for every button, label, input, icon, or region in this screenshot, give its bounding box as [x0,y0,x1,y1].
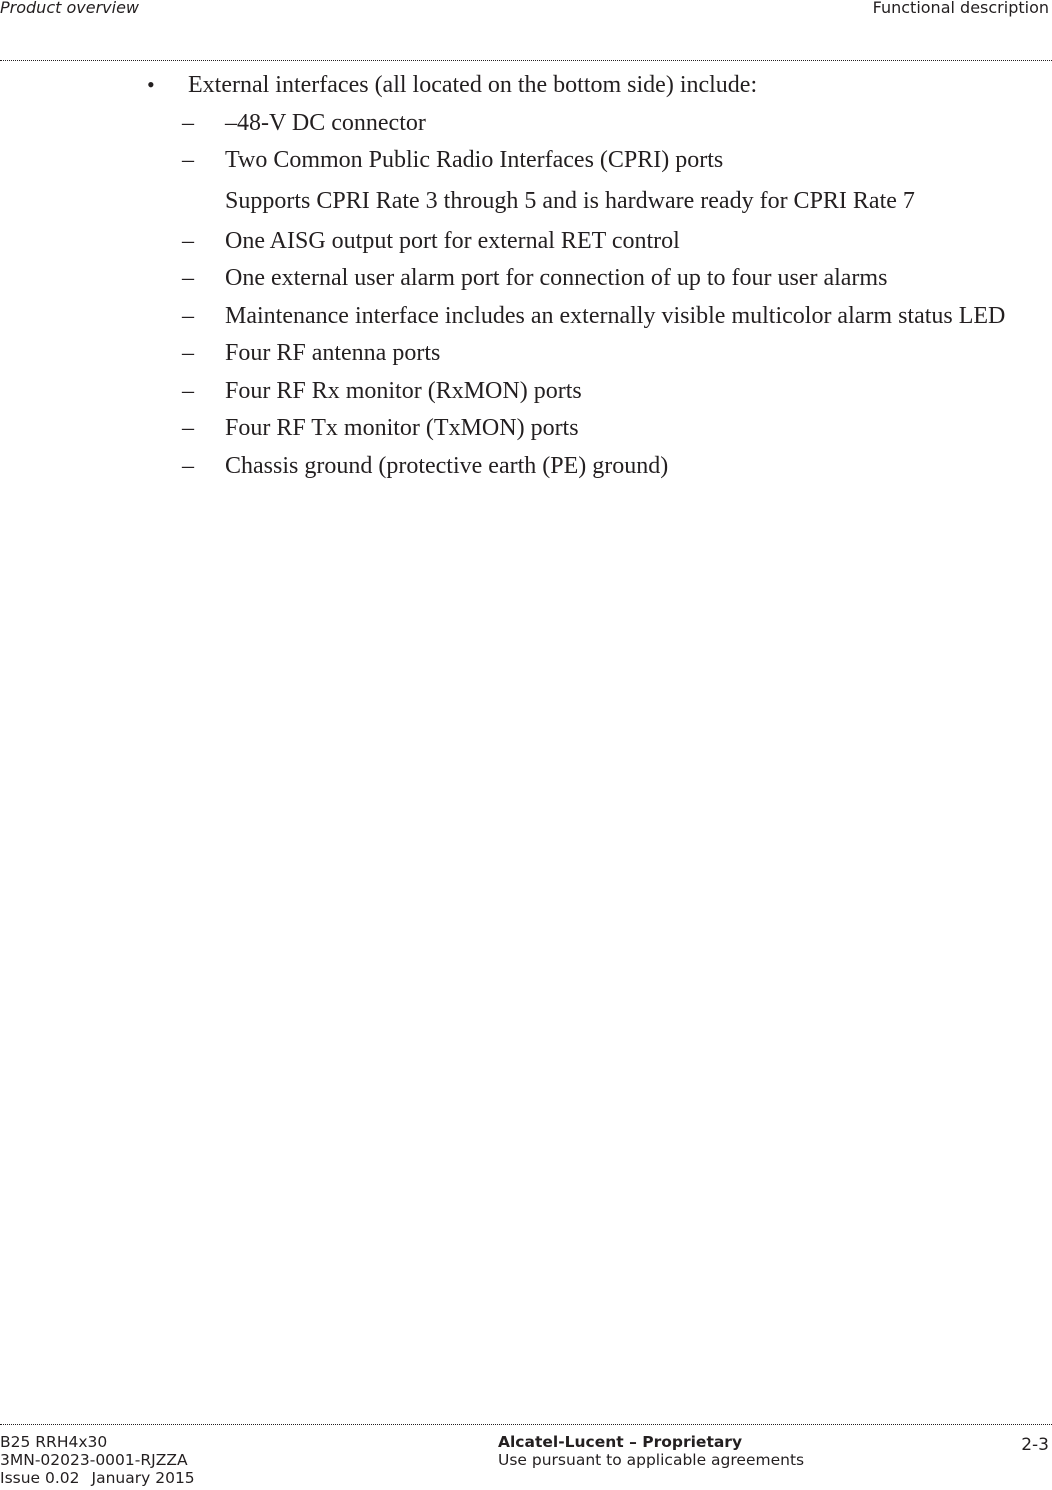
footer-page-number: 2-3 [1021,1435,1049,1455]
footer-proprietary: Alcatel-Lucent – Proprietary [498,1433,743,1451]
list-item-text: One external user alarm port for connection of up to four user alarms [225,265,888,291]
dash-marker: – [182,110,194,136]
list-item-text: Four RF Tx monitor (TxMON) ports [225,415,579,441]
dash-marker: – [182,265,194,291]
list-item-text: Chassis ground (protective earth (PE) ground) [225,453,669,479]
list-item-text: Four RF Rx monitor (RxMON) ports [225,378,582,404]
footer-document-info [0,1433,195,1487]
footer-date: January 2015 [91,1469,195,1487]
bullet-text: External interfaces (all located on the bottom side) include: [188,72,758,98]
dash-marker: – [182,228,194,254]
list-item-note-text: Supports CPRI Rate 3 through 5 and is hardware ready for CPRI Rate 7 [225,188,915,214]
list-item-text: One AISG output port for external RET control [225,228,680,254]
list-item-text: Maintenance interface includes an externally visible multicolor alarm status LED [225,303,1006,329]
footer-issue: Issue 0.02 [0,1469,80,1487]
list-item-text: Four RF antenna ports [225,340,441,366]
footer-divider [0,1424,1052,1425]
footer-usage: Use pursuant to applicable agreements [498,1451,805,1469]
header-divider [0,60,1052,61]
footer-proprietary-notice [498,1433,804,1469]
footer-doc-number: 3MN-02023-0001-RJZZA [0,1451,188,1469]
dash-marker: – [182,378,194,404]
list-item-text: –48-V DC connector [225,110,426,136]
bullet-marker: • [147,72,155,97]
list-item-text: Two Common Public Radio Interfaces (CPRI) ports [225,147,724,173]
header-chapter-title: Functional description [872,0,1049,17]
dash-marker: – [182,340,194,366]
dash-marker: – [182,415,194,441]
dash-marker: – [182,303,194,329]
footer-issue-line [0,1469,195,1487]
dash-marker: – [182,147,194,173]
header-section-title: Product overview [0,0,139,17]
dash-marker: – [182,453,194,479]
footer-product-name: B25 RRH4x30 [0,1433,108,1451]
